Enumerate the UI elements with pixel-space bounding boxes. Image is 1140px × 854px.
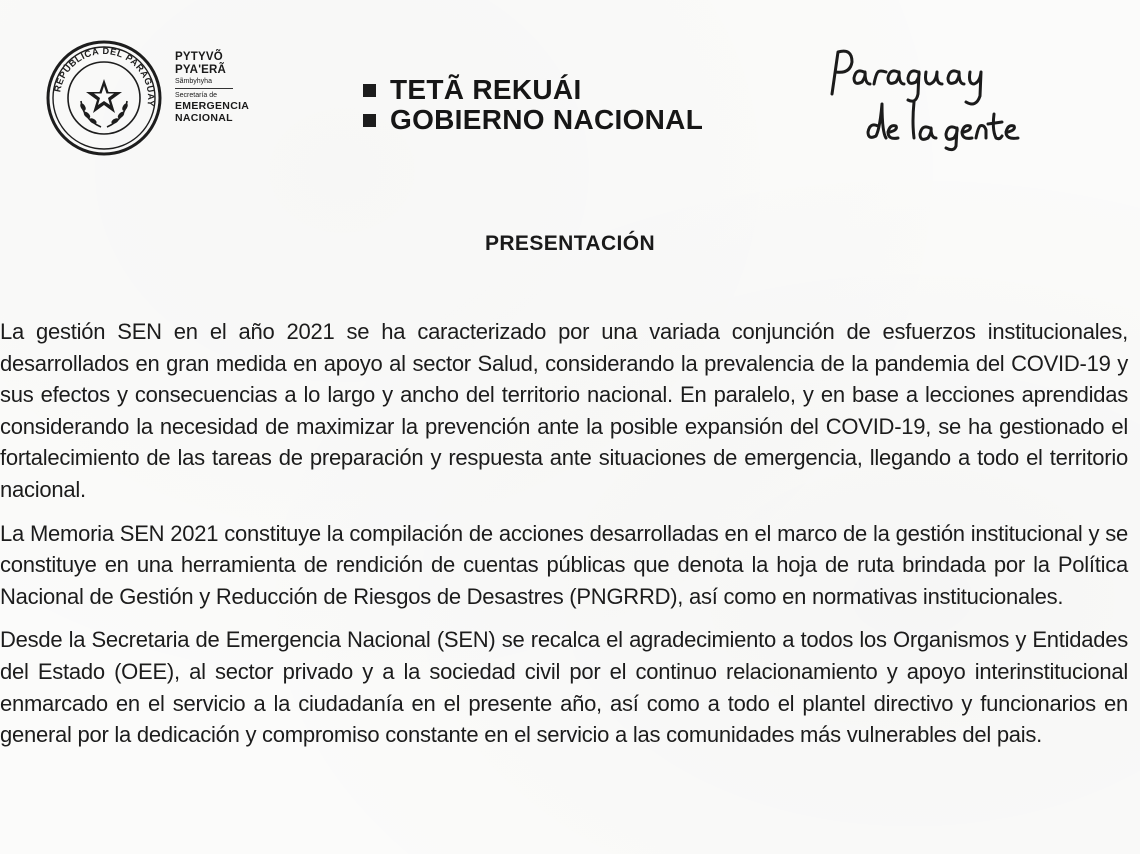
government-title-spanish: GOBIERNO NACIONAL [390,104,704,135]
paragraph-3: Desde la Secretaria de Emergencia Nacional (SEN) se recalca el agradecimiento a todos los Organismos y Entidades del Estado (OEE), al sector privado y a la sociedad civil por el continuo relacionamiento y apoyo interinstitucional enmarcado en el servicio a la ciudadanía en el presente año, así como a todo el plantel directivo y funcionarios en general por la dedicación y compromiso constante en el servicio a las comunidades más vulnerables del pais. [0,627,1128,748]
sen-logo-line2: PYA'ERÃ [175,63,227,76]
sen-logo-line1: PYTYVÕ [175,51,223,63]
square-bullet-icon [363,84,376,97]
sen-logo-small-line2: Secretaría de [175,92,218,99]
sen-logo-line4: NACIONAL [175,111,233,124]
government-line-1 [363,75,703,105]
paragraph-2: La Memoria SEN 2021 constituye la compilación de acciones desarrolladas en el marco de la gestión institucional y se constituye en una herramienta de rendición de cuentas públicas que denota la hoja de ruta brindada por la Política Nacional de Gestión y Reducción de Riesgos de Desastres (PNGRRD), así como en normativas institucionales. [0,520,1128,609]
government-line-2 [363,105,703,135]
sen-logo-line3: EMERGENCIA [175,100,250,112]
square-bullet-icon [363,114,376,127]
document-title: PRESENTACIÓN [484,232,656,255]
document-body [0,316,1128,751]
paraguay-de-la-gente-signature [818,42,1048,152]
seal-ring-text: REPÚBLICA DEL PARAGUAY [52,45,157,108]
sen-logo-divider [175,88,233,89]
government-title-guarani: TETÃ REKUÁI [390,74,582,105]
sen-logo-small-line: Sãmbyhyha [175,78,212,85]
sen-logo [175,52,285,124]
government-header [363,75,703,135]
national-seal-icon [45,39,163,157]
paragraph-1: La gestión SEN en el año 2021 se ha caracterizado por una variada conjunción de esfuerzos institucionales, desarrollados en gran medida en apoyo al sector Salud, considerando la prevalencia de la pandemia del COVID-19 y sus efectos y consecuencias a lo largo y ancho del territorio nacional. En paralelo, y en base a lecciones aprendidas considerando la necesidad de maximizar la prevención ante la posible expansión del COVID-19, se ha gestionado el fortalecimiento de las tareas de preparación y respuesta ante situaciones de emergencia, llegando a todo el territorio nacional. [0,319,1128,502]
